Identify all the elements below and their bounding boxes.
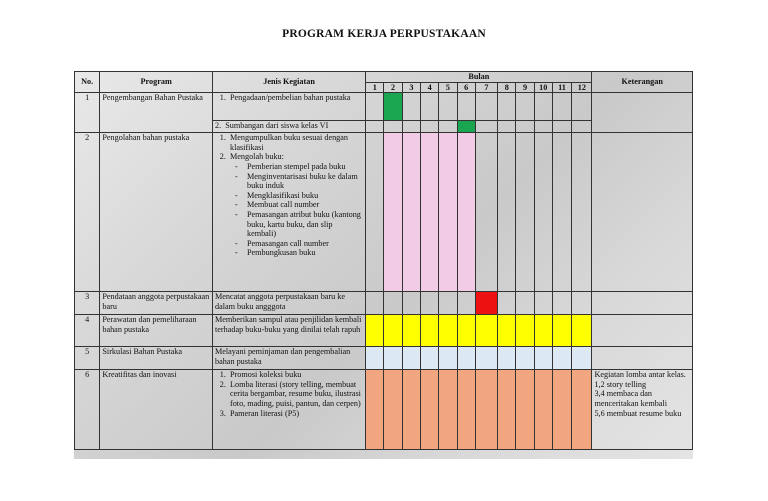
month-cell <box>366 133 384 292</box>
header-month: 4 <box>421 82 439 93</box>
month-cell-active <box>384 93 402 121</box>
program-name: Kreatifitas dan inovasi <box>100 370 213 450</box>
kegiatan-item-label: Mengolah buku: <box>229 152 284 162</box>
month-cell-active <box>516 370 534 450</box>
month-cell-active <box>402 315 420 347</box>
month-cell-active <box>384 315 402 347</box>
month-cell <box>384 121 402 133</box>
header-program: Program <box>100 72 213 93</box>
month-cell-active <box>457 121 475 133</box>
month-cell <box>457 292 475 315</box>
month-cell-active <box>457 133 475 292</box>
month-cell-active <box>439 315 457 347</box>
row-number: 2 <box>75 133 100 292</box>
row-number: 3 <box>75 292 100 315</box>
keterangan-cell <box>592 347 693 370</box>
document-title: PROGRAM KERJA PERPUSTAKAAN <box>282 28 486 40</box>
kegiatan-item <box>228 152 363 258</box>
month-cell <box>534 133 552 292</box>
row-number: 1 <box>75 93 100 133</box>
month-cell-active <box>475 292 497 315</box>
kegiatan-item: 2. Lomba literasi (story telling, membuat cerita bergambar, resume buku, ilustrasi foto, mading, puisi, pantun, dan cerpen) <box>228 380 363 409</box>
month-cell <box>421 121 439 133</box>
month-cell <box>498 292 516 315</box>
kegiatan-number: 2. <box>214 121 222 131</box>
month-cell <box>439 292 457 315</box>
month-cell-active <box>572 347 592 370</box>
month-cell <box>402 121 420 133</box>
month-cell-active <box>572 315 592 347</box>
month-cell-active <box>457 347 475 370</box>
header-month: 9 <box>516 82 534 93</box>
month-cell <box>421 93 439 121</box>
month-cell-active <box>421 315 439 347</box>
kegiatan-item: 1. Pengadaan/pembelian bahan pustaka <box>228 93 363 103</box>
month-cell-active <box>475 370 497 450</box>
month-cell <box>552 93 571 121</box>
month-cell-active <box>498 370 516 450</box>
month-cell-active <box>439 133 457 292</box>
program-name: Pendataan anggota perpustakaan baru <box>100 292 213 315</box>
month-cell-active <box>384 370 402 450</box>
month-cell <box>552 133 571 292</box>
program-table <box>74 71 693 450</box>
month-cell-active <box>534 347 552 370</box>
program-name: Pengolahan bahan pustaka <box>100 133 213 292</box>
program-table-container <box>74 71 693 459</box>
keterangan-cell <box>592 292 693 315</box>
month-cell <box>534 292 552 315</box>
sub-item: - Pemberian stempel pada buku <box>247 162 363 172</box>
month-cell-active <box>516 315 534 347</box>
month-cell-active <box>534 370 552 450</box>
month-cell-active <box>552 315 571 347</box>
month-cell <box>402 93 420 121</box>
month-cell-active <box>475 315 497 347</box>
month-cell <box>366 121 384 133</box>
month-cell <box>475 121 497 133</box>
month-cell-active <box>402 347 420 370</box>
month-cell <box>439 93 457 121</box>
kegiatan-item: Sumbangan dari siswa kelas VI <box>225 121 329 131</box>
kegiatan-cell <box>212 370 365 450</box>
month-cell <box>366 93 384 121</box>
sub-item: - Pemasangan atribut buku (kantong buku, kartu buku, dan slip kembali) <box>247 210 363 239</box>
keterangan-cell <box>592 93 693 133</box>
header-month: 12 <box>572 82 592 93</box>
kegiatan-item: 1. Promosi koleksi buku <box>228 370 363 380</box>
kegiatan-cell: Mencatat anggota perpustakaan baru ke dalam buku angggota <box>212 292 365 315</box>
kegiatan-item: 3. Pameran literasi (P5) <box>228 409 363 419</box>
sub-item: - Pembungkusan buku <box>247 248 363 258</box>
header-month: 7 <box>475 82 497 93</box>
month-cell <box>516 292 534 315</box>
kegiatan-cell <box>212 133 365 292</box>
month-cell <box>534 121 552 133</box>
program-name: Pengembangan Bahan Pustaka <box>100 93 213 133</box>
month-cell-active <box>421 370 439 450</box>
keterangan-cell <box>592 133 693 292</box>
row-number: 5 <box>75 347 100 370</box>
month-cell <box>552 121 571 133</box>
sub-item: - Menginventarisasi buku ke dalam buku induk <box>247 172 363 191</box>
kegiatan-cell <box>212 93 365 121</box>
month-cell-active <box>516 347 534 370</box>
month-cell-active <box>457 370 475 450</box>
month-cell-active <box>457 315 475 347</box>
month-cell <box>421 292 439 315</box>
kegiatan-cell <box>212 121 365 133</box>
month-cell-active <box>552 370 571 450</box>
month-cell <box>475 133 497 292</box>
program-name: Sirkulasi Bahan Pustaka <box>100 347 213 370</box>
month-cell <box>498 93 516 121</box>
month-cell-active <box>439 347 457 370</box>
month-cell <box>572 121 592 133</box>
header-month: 6 <box>457 82 475 93</box>
month-cell <box>402 292 420 315</box>
keterangan-cell: Kegiatan lomba antar kelas. 1,2 story telling 3,4 membaca dan menceritakan kembali 5,6 membuat resume buku <box>592 370 693 450</box>
month-cell-active <box>366 347 384 370</box>
header-month: 5 <box>439 82 457 93</box>
month-cell-active <box>384 133 402 292</box>
month-cell <box>552 292 571 315</box>
month-cell <box>384 292 402 315</box>
month-cell <box>572 93 592 121</box>
header-month: 1 <box>366 82 384 93</box>
kegiatan-cell: Memberikan sampul atau penjilidan kembali terhadap buku-buku yang dinilai telah rapuh <box>212 315 365 347</box>
month-cell <box>439 121 457 133</box>
kegiatan-cell: Melayani peminjaman dan pengembalian bahan pustaka <box>212 347 365 370</box>
kegiatan-item: 1. Mengumpulkan buku sesuai dengan klasifikasi <box>228 133 363 152</box>
month-cell-active <box>421 347 439 370</box>
month-cell-active <box>384 347 402 370</box>
sub-item: - Membuat call number <box>247 200 363 210</box>
header-month: 8 <box>498 82 516 93</box>
row-number: 6 <box>75 370 100 450</box>
month-cell-active <box>498 315 516 347</box>
month-cell-active <box>366 315 384 347</box>
month-cell-active <box>366 370 384 450</box>
month-cell-active <box>534 315 552 347</box>
month-cell <box>572 133 592 292</box>
month-cell-active <box>402 133 420 292</box>
month-cell <box>516 133 534 292</box>
month-cell <box>457 93 475 121</box>
header-keterangan: Keterangan <box>592 72 693 93</box>
month-cell <box>572 292 592 315</box>
header-month: 3 <box>402 82 420 93</box>
month-cell-active <box>439 370 457 450</box>
month-cell-active <box>552 347 571 370</box>
month-cell-active <box>402 370 420 450</box>
month-cell <box>498 121 516 133</box>
header-month: 10 <box>534 82 552 93</box>
keterangan-cell <box>592 315 693 347</box>
header-no: No. <box>75 72 100 93</box>
month-cell-active <box>498 347 516 370</box>
header-jenis-kegiatan: Jenis Kegiatan <box>212 72 365 93</box>
month-cell <box>516 121 534 133</box>
month-cell-active <box>572 370 592 450</box>
header-month: 11 <box>552 82 571 93</box>
header-bulan: Bulan <box>366 72 592 83</box>
month-cell-active <box>475 347 497 370</box>
month-cell-active <box>421 133 439 292</box>
sub-item: - Pemasangan call number <box>247 239 363 249</box>
month-cell <box>475 93 497 121</box>
month-cell <box>534 93 552 121</box>
sub-item: - Mengklasifikasi buku <box>247 191 363 201</box>
program-name: Perawatan dan pemeliharaan bahan pustaka <box>100 315 213 347</box>
header-month: 2 <box>384 82 402 93</box>
row-number: 4 <box>75 315 100 347</box>
month-cell <box>498 133 516 292</box>
month-cell <box>366 292 384 315</box>
month-cell <box>516 93 534 121</box>
